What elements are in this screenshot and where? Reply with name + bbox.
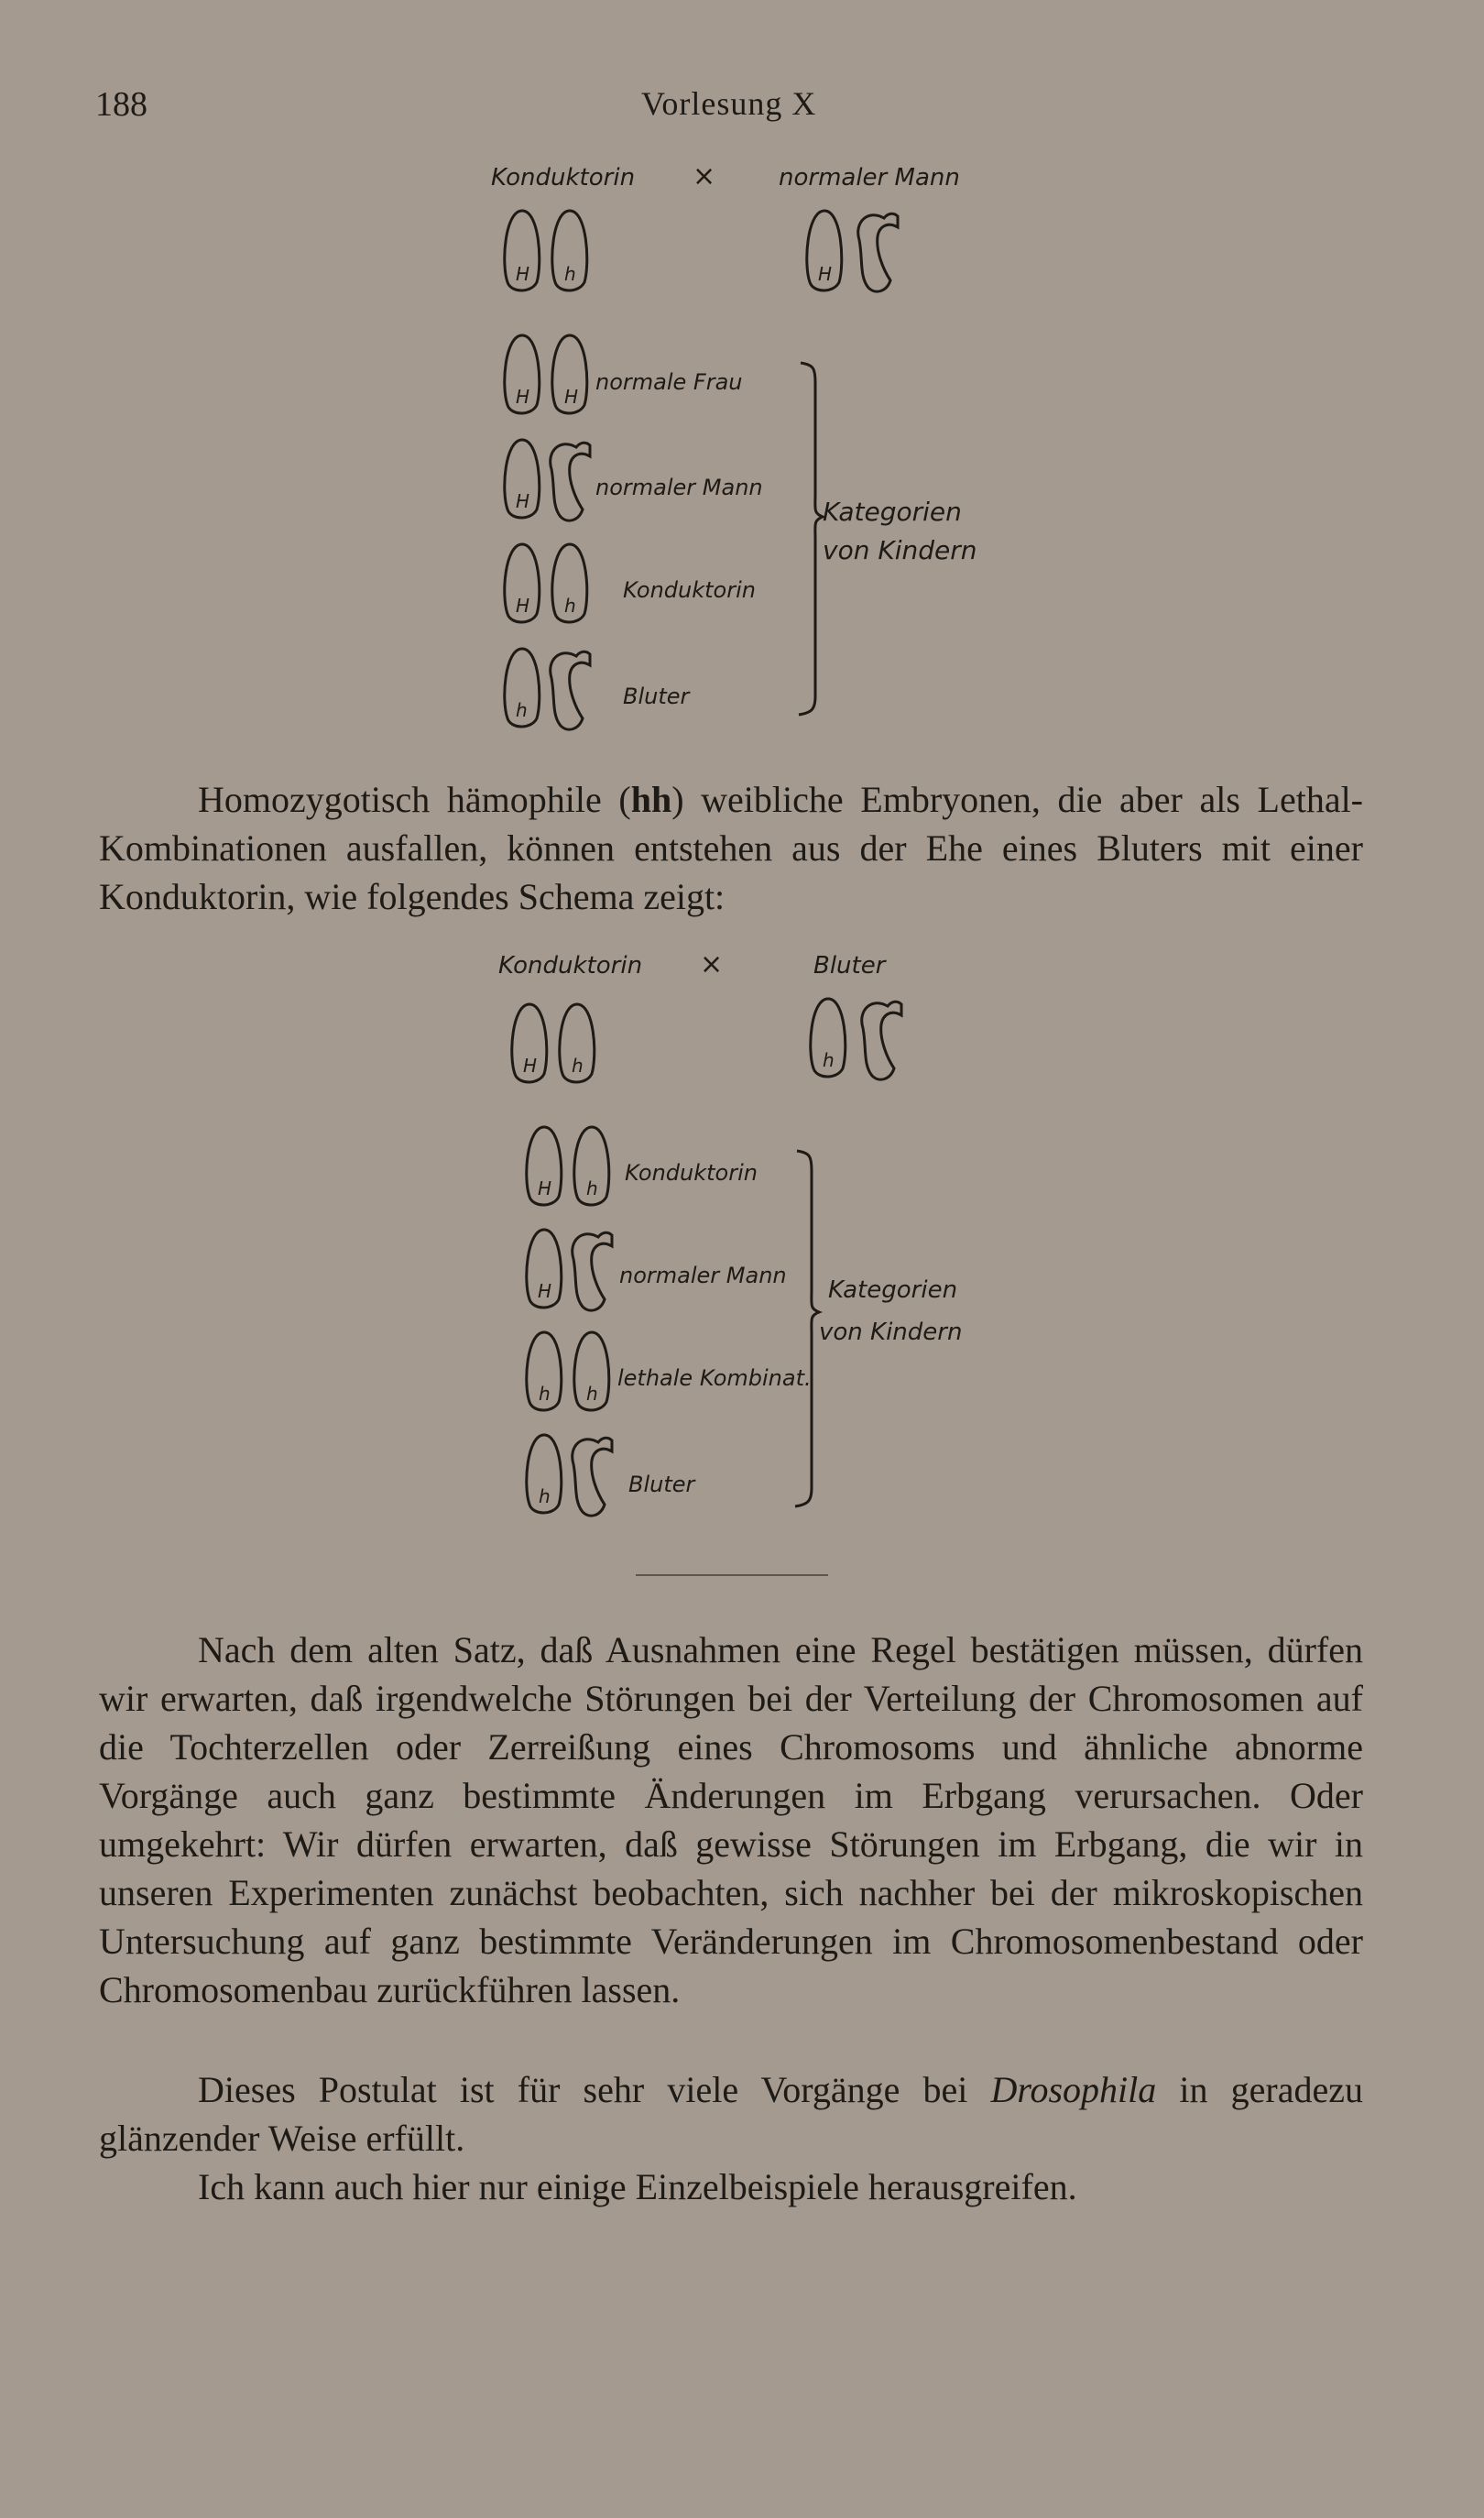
child-label: Bluter <box>623 684 690 709</box>
child-row-2 <box>505 440 763 520</box>
paragraph-3-italic: Drosophila <box>990 2069 1157 2110</box>
chromosome-y-icon <box>862 1002 901 1079</box>
father-chromosomes <box>811 999 901 1079</box>
page-header <box>95 84 1378 130</box>
child-row-3 <box>527 1332 812 1410</box>
child-row-4 <box>505 649 692 729</box>
child-row-1 <box>505 335 743 413</box>
paragraph-4: Ich kann auch hier nur einige Einzelbeispiele herausgreifen. <box>198 2166 1077 2207</box>
page-number: 188 <box>95 85 147 124</box>
running-title: Vorlesung X <box>641 85 817 122</box>
allele-label: H <box>516 263 530 285</box>
chromosome-y-icon <box>573 1232 612 1310</box>
chromosome-y-icon <box>551 443 590 520</box>
inheritance-diagram-2 <box>484 944 997 1530</box>
right-brace-icon <box>795 1151 819 1506</box>
child-row-1 <box>527 1127 758 1205</box>
paragraph-3-text-a: Dieses Postulat ist für sehr viele Vorgänge bei <box>198 2069 991 2110</box>
child-row-2 <box>527 1230 787 1310</box>
child-label: lethale Kombinat. <box>617 1365 812 1391</box>
allele-label: h <box>564 263 576 285</box>
allele-label: h <box>539 1485 551 1507</box>
paragraph-1-bold: hh <box>630 779 672 820</box>
chromosome-y-icon <box>573 1438 612 1516</box>
parent-mother-label: Konduktorin <box>491 164 636 192</box>
allele-label: h <box>516 699 528 721</box>
child-row-4 <box>527 1435 697 1516</box>
chromosome-y-icon <box>858 213 898 291</box>
category-label-line-1: Kategorien <box>823 497 962 527</box>
allele-label: h <box>572 1055 584 1077</box>
allele-label: H <box>516 386 530 408</box>
allele-label: h <box>564 595 576 617</box>
right-brace-icon <box>799 363 823 715</box>
category-label-line-2: von Kindern <box>819 1319 963 1346</box>
category-label-line-2: von Kindern <box>823 535 977 565</box>
parent-father-label: normaler Mann <box>779 164 960 192</box>
cross-symbol: × <box>700 948 724 980</box>
allele-label: h <box>823 1049 835 1071</box>
paragraph-2: Nach dem alten Satz, daß Ausnahmen eine Regel bestätigen müssen, dürfen wir erwarten, daß irgendwelche Störungen bei der Verteilung der Chromosomen auf die Tochterzellen oder Zerreißung eines Chromosoms und ähnliche abnorme Vorgänge auch ganz bestimmte Änderungen im Erbgang verursachen. Oder umgekehrt: Wir dürfen erwarten, daß gewisse Störungen im Erbgang, die wir in unseren Experimenten zunächst beobachten, sich nachher bei der mikroskopischen Untersuchung auf ganz bestimmte Veränderungen im Chromosomenbestand oder Chromosomenbau zurückführen lassen. <box>99 1629 1363 2010</box>
section-divider <box>636 1574 828 1576</box>
allele-label: H <box>516 490 530 512</box>
mother-chromosomes <box>512 1004 595 1082</box>
paragraph-1-text-b: ) weibliche Embryonen, die aber als Lethal-Kombinationen ausfallen, können entstehen aus der Ehe eines Bluters mit einer Konduktorin, wie folgendes Schema zeigt: <box>99 779 1364 917</box>
child-label: Konduktorin <box>623 577 756 603</box>
allele-label: H <box>564 386 579 408</box>
child-label: normaler Mann <box>595 475 763 500</box>
child-label: Konduktorin <box>625 1160 758 1186</box>
child-row-3 <box>505 544 756 622</box>
allele-label: H <box>538 1280 552 1302</box>
paragraph-1-text-a: Homozygotisch hämophile ( <box>198 779 631 820</box>
allele-label: H <box>523 1055 538 1077</box>
allele-label: H <box>538 1177 552 1199</box>
child-label: Bluter <box>628 1472 695 1497</box>
inheritance-diagram-1 <box>476 156 989 742</box>
allele-label: H <box>818 263 833 285</box>
allele-label: h <box>539 1383 551 1405</box>
allele-label: h <box>586 1177 598 1199</box>
category-label-line-1: Kategorien <box>828 1276 958 1304</box>
allele-label: H <box>516 595 530 617</box>
child-label: normaler Mann <box>619 1263 787 1288</box>
paragraph-1 <box>99 775 1363 921</box>
paragraph-3-text-b: in geradezu glänzender Weise erfüllt. <box>99 2069 1364 2159</box>
parent-father-label: Bluter <box>813 952 886 980</box>
parent-mother-label: Konduktorin <box>498 952 643 980</box>
allele-label: h <box>586 1383 598 1405</box>
chromosome-y-icon <box>551 651 590 729</box>
child-label: normale Frau <box>595 369 743 395</box>
cross-symbol: × <box>693 160 716 192</box>
father-chromosomes <box>807 211 898 291</box>
mother-chromosomes <box>505 211 587 290</box>
paragraph-3 <box>99 2065 1363 2162</box>
